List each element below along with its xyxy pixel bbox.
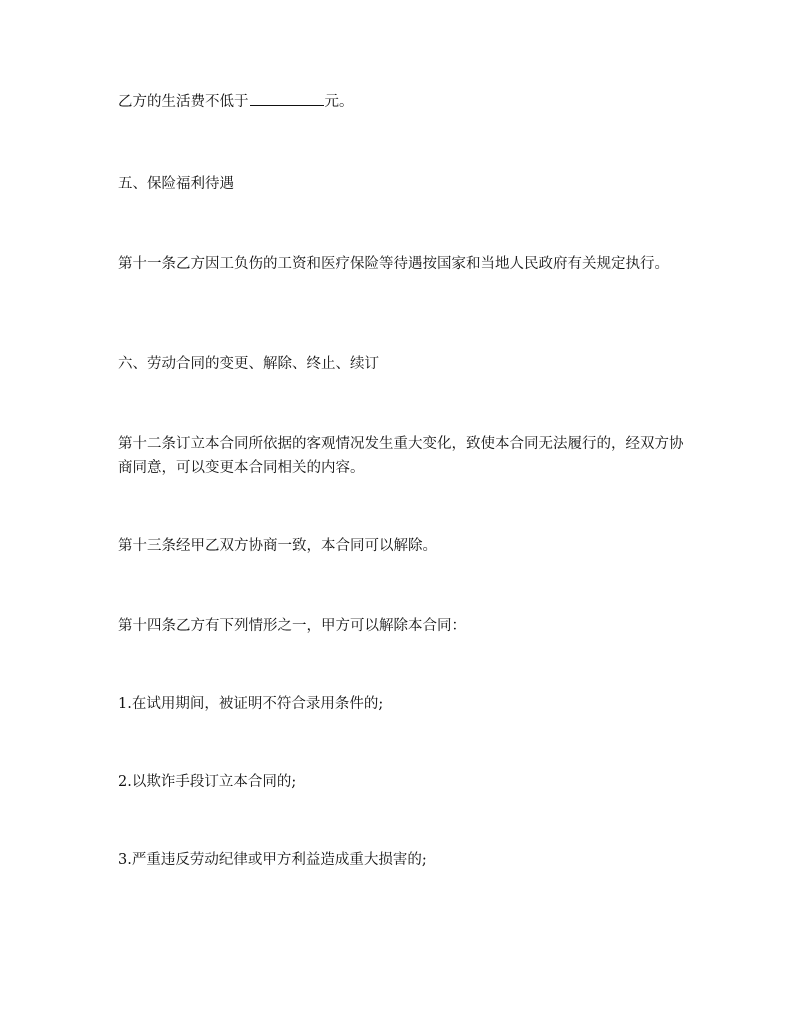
section-six-heading: 六、劳动合同的变更、解除、终止、续订	[118, 356, 379, 372]
fill-in-blank-line	[250, 91, 324, 106]
article-twelve: 第十二条订立本合同所依据的客观情况发生重大变化，致使本合同无法履行的，经双方协商同意，可以变更本合同相关的内容。	[118, 436, 684, 476]
article-thirteen: 第十三条经甲乙双方协商一致，本合同可以解除。	[118, 538, 437, 554]
article-fourteen: 第十四条乙方有下列情形之一，甲方可以解除本合同：	[118, 618, 466, 634]
living-expense-clause	[118, 90, 688, 114]
list-item-1: 1.在试用期间，被证明不符合录用条件的;	[118, 696, 384, 712]
section-five-heading: 五、保险福利待遇	[118, 176, 234, 192]
article-eleven: 第十一条乙方因工负伤的工资和医疗保险等待遇按国家和当地人民政府有关规定执行。	[118, 256, 669, 272]
list-item-2: 2.以欺诈手段订立本合同的;	[118, 774, 297, 790]
living-expense-text-after: 元。	[324, 94, 354, 110]
living-expense-text-before: 乙方的生活费不低于	[118, 94, 249, 110]
list-item-3: 3.严重违反劳动纪律或甲方利益造成重大损害的;	[118, 852, 427, 868]
